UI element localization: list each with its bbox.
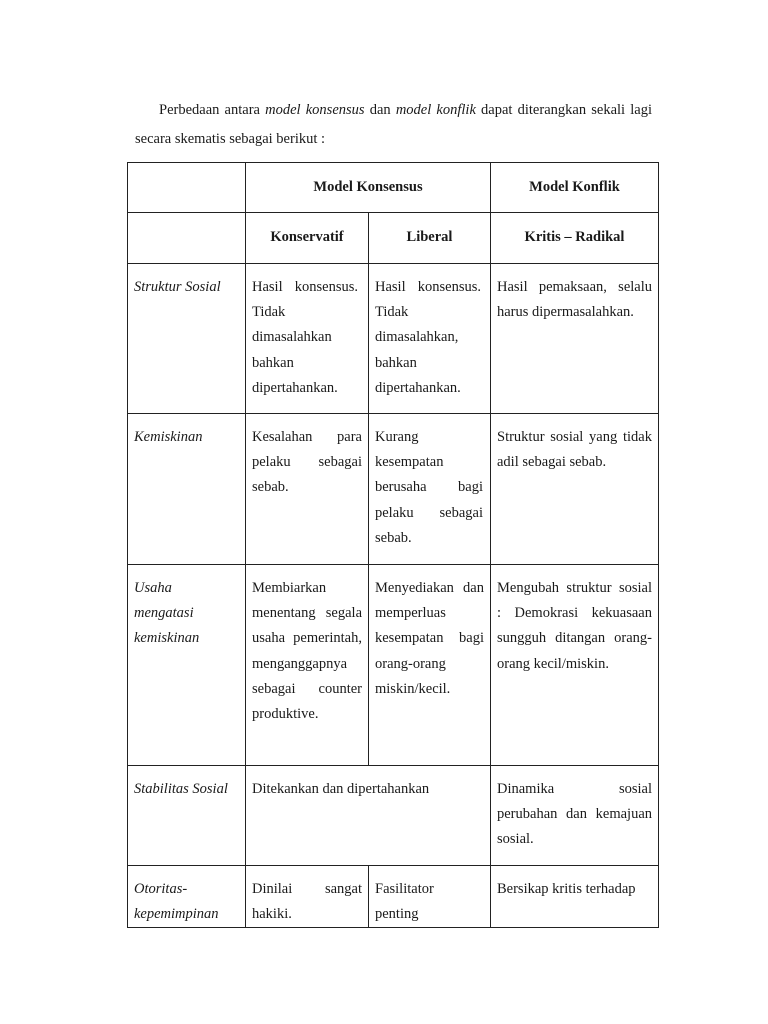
row-label-struktur-sosial: Struktur Sosial <box>128 264 246 414</box>
table-row <box>128 766 659 866</box>
header-konservatif: Konservatif <box>246 213 369 264</box>
table-row <box>128 866 659 928</box>
comparison-table <box>127 162 659 928</box>
table-row <box>128 264 659 414</box>
cell-text: Fasilitator penting <box>375 881 434 923</box>
intro-term-konflik: model konflik <box>395 102 476 118</box>
row-label-stabilitas-sosial: Stabilitas Sosial <box>128 766 246 866</box>
cell-text: Membiarkan menentang segala usaha pemerintah, menganggapnya sebagai counter produktive. <box>252 580 362 723</box>
cell-kritis: Bersikap kritis terhadap <box>491 866 659 928</box>
cell-konsensus-merged: Ditekankan dan dipertahankan <box>246 766 491 866</box>
intro-paragraph <box>135 96 652 154</box>
intro-text-3: dapat diterangkan sekali lagi secara skematis sebagai berikut : <box>135 102 652 147</box>
table-row <box>128 414 659 565</box>
table-header-row-1 <box>128 163 659 213</box>
intro-text-1: Perbedaan antara <box>159 102 266 118</box>
cell-kritis: Hasil pemaksaan, selalu harus dipermasalahkan. <box>491 264 659 414</box>
cell-kritis: Struktur sosial yang tidak adil sebagai sebab. <box>491 414 659 565</box>
row-label-kemiskinan: Kemiskinan <box>128 414 246 565</box>
cell-konservatif <box>246 565 369 766</box>
cell-liberal <box>369 414 491 565</box>
cell-liberal: Menyediakan dan memperluas kesempatan bagi orang-orang miskin/kecil. <box>369 565 491 766</box>
cell-text: Usaha mengatasi kemiskinan <box>134 580 200 647</box>
header-kritis-radikal: Kritis – Radikal <box>491 213 659 264</box>
cell-text: Kurang kesempatan berusaha bagi pelaku sebagai sebab. <box>375 429 483 546</box>
row-label-otoritas-kepemimpinan <box>128 866 246 928</box>
table-header-row-2 <box>128 213 659 264</box>
header-model-konflik: Model Konflik <box>491 163 659 213</box>
intro-text-2: dan <box>364 102 396 118</box>
cell-text: Hasil konsensus. Tidak dimasalahkan, bahkan dipertahankan. <box>375 279 481 396</box>
cell-text: Otoritas-kepemimpinan <box>134 881 219 923</box>
cell-text: Hasil konsensus. Tidak dimasalahkan bahkan dipertahankan. <box>252 279 358 396</box>
cell-kritis <box>491 766 659 866</box>
cell-konservatif: Dinilai sangat hakiki. <box>246 866 369 928</box>
cell-liberal <box>369 866 491 928</box>
table-corner-cell-2 <box>128 213 246 264</box>
table-row <box>128 565 659 766</box>
intro-term-konsensus: model konsensus <box>265 102 365 118</box>
header-liberal: Liberal <box>369 213 491 264</box>
cell-konservatif: Kesalahan para pelaku sebagai sebab. <box>246 414 369 565</box>
table-corner-cell <box>128 163 246 213</box>
cell-liberal <box>369 264 491 414</box>
row-label-usaha-mengatasi-kemiskinan <box>128 565 246 766</box>
header-model-konsensus: Model Konsensus <box>246 163 491 213</box>
cell-text: Dinamika sosial perubahan dan kemajuan sosial. <box>497 781 652 848</box>
cell-konservatif <box>246 264 369 414</box>
cell-kritis: Mengubah struktur sosial : Demokrasi kekuasaan sungguh ditangan orang-orang kecil/miskin. <box>491 565 659 766</box>
